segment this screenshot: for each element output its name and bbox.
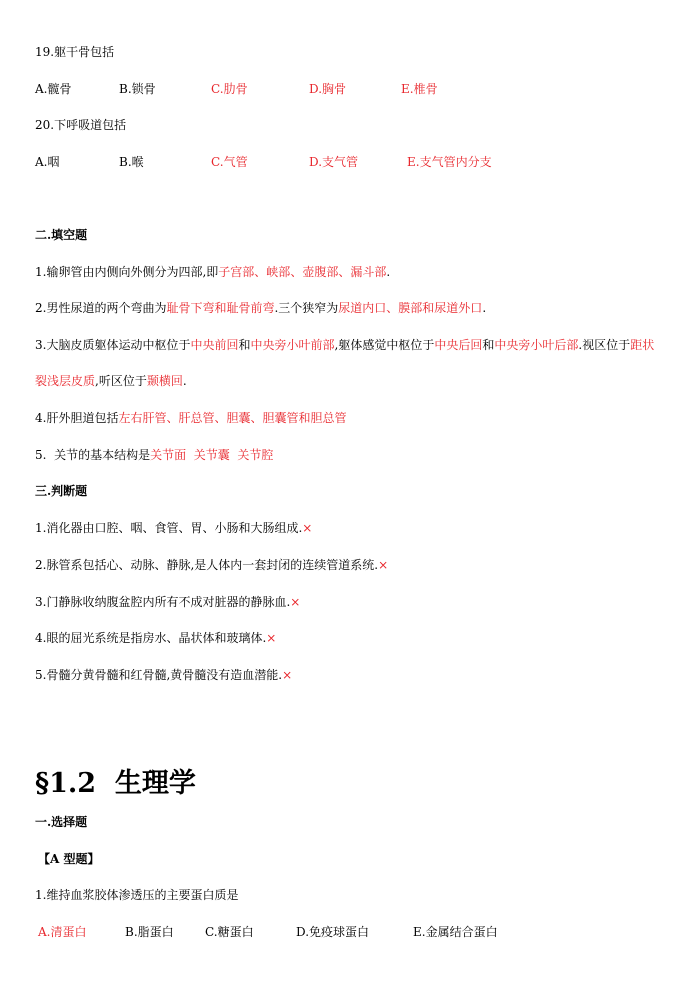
option-e: E.金属结合蛋白: [413, 925, 498, 939]
question-1-stem: 1.维持血浆胶体渗透压的主要蛋白质是: [35, 888, 239, 902]
question-19-options: [0, 81, 700, 97]
option-b: B.喉: [119, 155, 144, 169]
fill-answer: 距状: [630, 338, 655, 352]
wrong-mark-icon: ×: [378, 558, 389, 572]
option-d: D.免疫球蛋白: [296, 925, 370, 939]
fill-answer: 中央旁小叶前部: [250, 338, 335, 352]
option-c: C.糖蛋白: [205, 925, 254, 939]
judge-item: 3.门静脉收纳腹盆腔内所有不成对脏器的静脉血.×: [35, 595, 301, 609]
fill-question-1: 1.输卵管由内侧向外侧分为四部,即子宫部、峡部、壶腹部、漏斗部.: [35, 265, 391, 279]
fill-question-3: 3.大脑皮质躯体运动中枢位于中央前回和中央旁小叶前部,躯体感觉中枢位于中央后回和中央旁小叶后部.视区位于距状: [35, 338, 655, 352]
fill-question-4: 4.肝外胆道包括左右肝管、肝总管、胆囊、胆囊管和胆总管: [35, 411, 347, 425]
wrong-mark-icon: ×: [282, 668, 293, 682]
fill-answer: 关节面 关节囊 关节腔: [150, 448, 274, 462]
fill-answer: 壶腹部: [302, 265, 339, 279]
fill-answer: 子宫部: [218, 265, 255, 279]
fill-answer: 漏斗部: [350, 265, 387, 279]
choice-heading: 一.选择题: [35, 815, 88, 829]
option-b: B.锁骨: [119, 82, 156, 96]
fill-answer: 裂浅层皮质: [35, 374, 96, 388]
fill-answer: 中央后回: [434, 338, 483, 352]
fill-answer: 尿道内口、膜部和尿道外口: [338, 301, 483, 315]
judge-heading: 三.判断题: [35, 484, 88, 498]
option-a: A.髋骨: [35, 82, 72, 96]
fill-answer: 峡部: [266, 265, 291, 279]
question-19-stem: 19.躯干骨包括: [35, 45, 115, 59]
fill-blank-heading: 二.填空题: [35, 228, 88, 242]
wrong-mark-icon: ×: [266, 631, 277, 645]
judge-item: 1.消化器由口腔、咽、食管、胃、小肠和大肠组成.×: [35, 521, 313, 535]
option-c-answer: C.气管: [211, 155, 248, 169]
option-a: A.咽: [35, 155, 60, 169]
option-a-answer: A.清蛋白: [38, 925, 87, 939]
fill-answer: 颞横回: [146, 374, 183, 388]
fill-answer: 耻骨下弯和耻骨前弯: [166, 301, 275, 315]
fill-question-5: 5. 关节的基本结构是关节面 关节囊 关节腔: [35, 448, 274, 462]
fill-answer: 中央前回: [190, 338, 239, 352]
option-d-answer: D.胸骨: [309, 82, 347, 96]
question-20-stem: 20.下呼吸道包括: [35, 118, 127, 132]
wrong-mark-icon: ×: [302, 521, 313, 535]
question-type-heading: 【A 型题】: [38, 852, 100, 866]
option-e-answer: E.支气管内分支: [407, 155, 492, 169]
judge-item: 4.眼的屈光系统是指房水、晶状体和玻璃体.×: [35, 631, 277, 645]
option-c-answer: C.肋骨: [211, 82, 248, 96]
fill-question-3-cont: 裂浅层皮质,听区位于颞横回.: [35, 374, 187, 388]
section-title: §1.2 生理学: [35, 768, 196, 799]
fill-answer: 左右肝管、肝总管、胆囊、胆囊管和胆总管: [118, 411, 347, 425]
fill-question-2: 2.男性尿道的两个弯曲为耻骨下弯和耻骨前弯.三个狭窄为尿道内口、膜部和尿道外口.: [35, 301, 487, 315]
judge-item: 5.骨髓分黄骨髓和红骨髓,黄骨髓没有造血潜能.×: [35, 668, 293, 682]
judge-item: 2.脉管系包括心、动脉、静脉,是人体内一套封闭的连续管道系统.×: [35, 558, 389, 572]
option-d-answer: D.支气管: [309, 155, 359, 169]
option-e-answer: E.椎骨: [401, 82, 438, 96]
option-b: B.脂蛋白: [125, 925, 174, 939]
wrong-mark-icon: ×: [290, 595, 301, 609]
question-1-options: [0, 924, 700, 940]
question-20-options: [0, 154, 700, 170]
fill-answer: 中央旁小叶后部: [494, 338, 579, 352]
